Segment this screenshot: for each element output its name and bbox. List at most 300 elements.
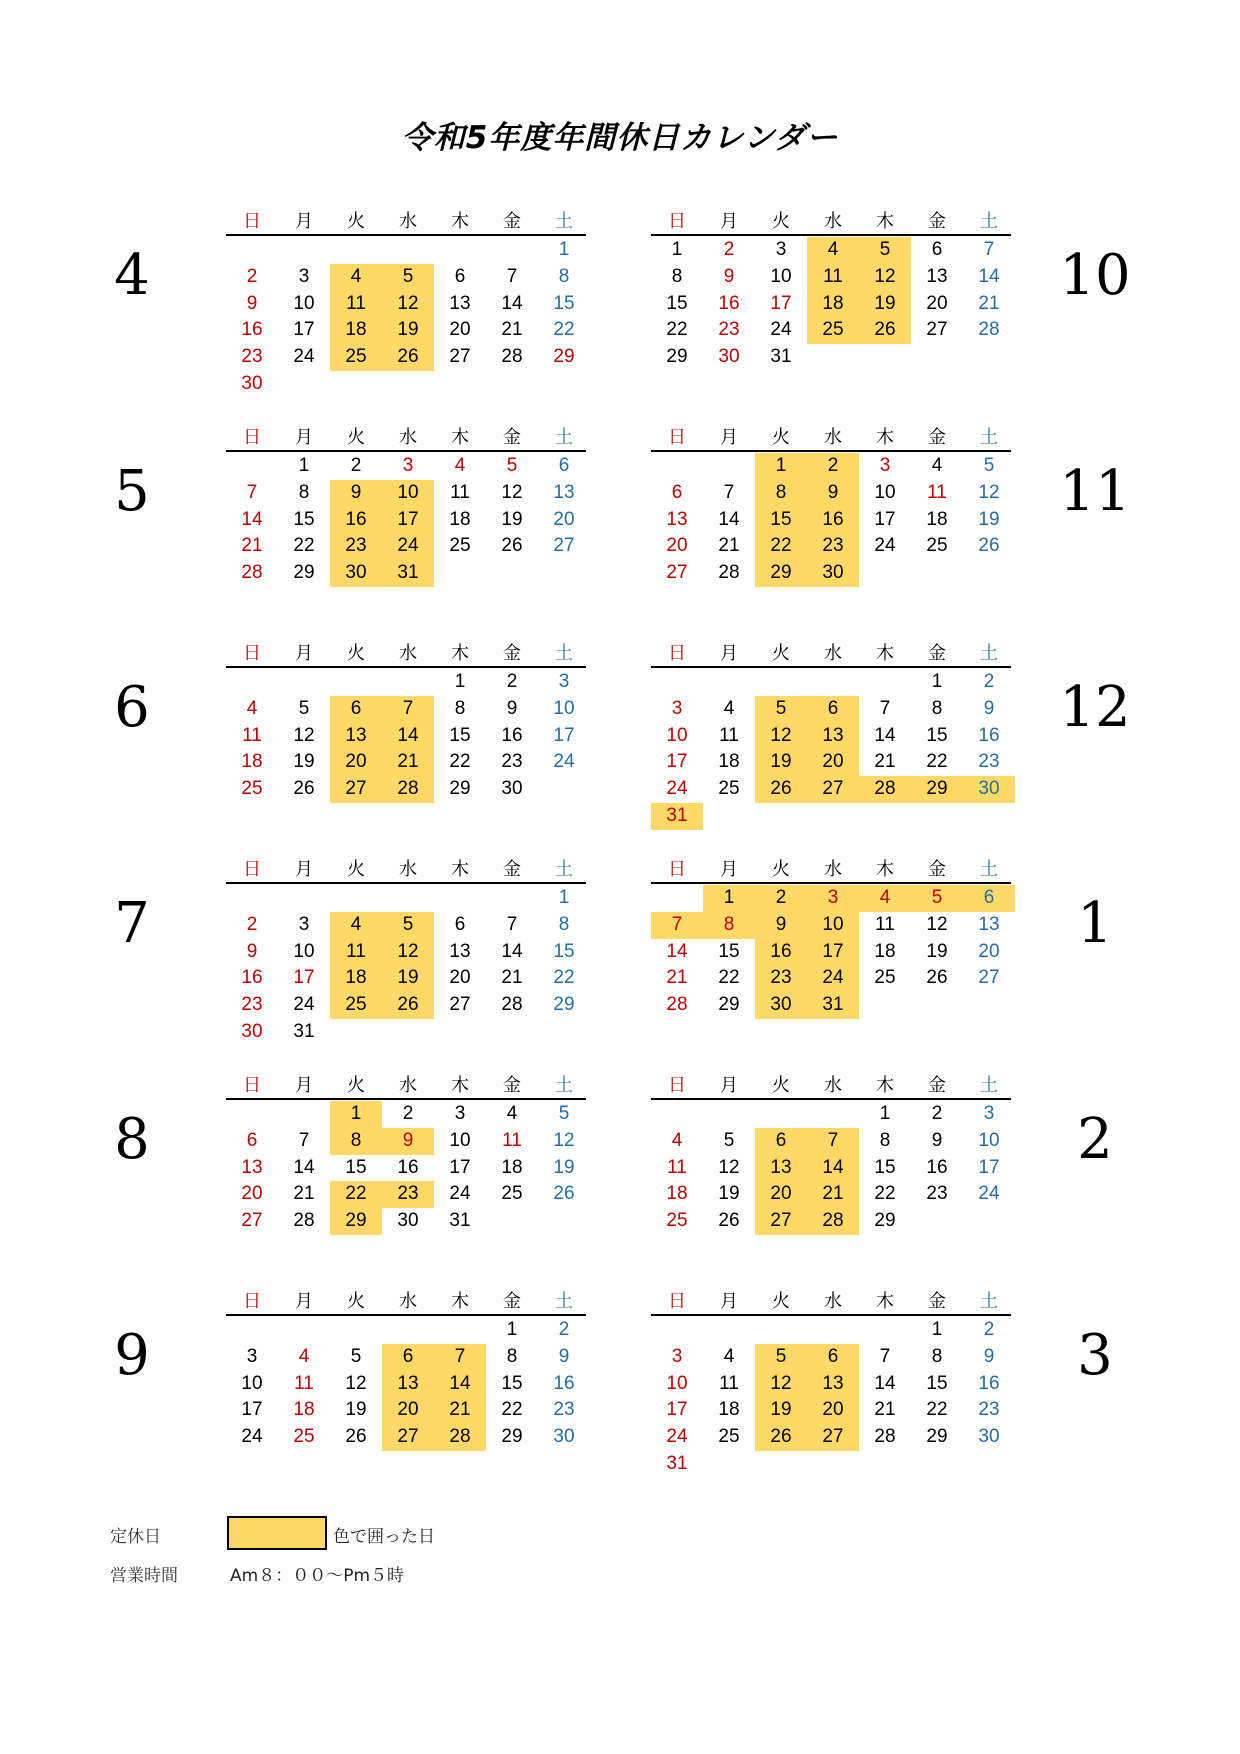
day-cell: 20	[449, 319, 471, 341]
weekday-label: 木	[876, 211, 894, 232]
day-cell: 25	[293, 1426, 315, 1448]
day-cell: 19	[382, 965, 434, 992]
day-cell: 5	[298, 697, 310, 719]
day-cell: 29	[911, 776, 963, 803]
day-cell: 10	[978, 1129, 1000, 1151]
day-cell: 14	[718, 508, 740, 530]
day-cell: 23	[807, 533, 859, 560]
day-cell: 13	[449, 292, 471, 314]
day-cell: 20	[755, 1181, 807, 1208]
day-cell: 6	[330, 696, 382, 723]
day-cell: 11	[807, 264, 859, 291]
day-cell: 28	[874, 1426, 896, 1448]
weekday-label: 日	[668, 859, 686, 880]
day-cell: 15	[449, 724, 471, 746]
day-cell: 19	[926, 940, 948, 962]
weekday-label: 水	[824, 211, 842, 232]
day-cell: 22	[926, 1399, 948, 1421]
day-cell: 20	[807, 1397, 859, 1424]
day-cell: 16	[718, 292, 740, 314]
day-cell: 8	[506, 1345, 518, 1367]
weekday-label: 土	[980, 859, 998, 880]
closed-day-swatch	[227, 1516, 327, 1550]
day-cell: 12	[345, 1372, 367, 1394]
day-cell: 16	[926, 1156, 948, 1178]
day-cell: 1	[506, 1319, 518, 1340]
day-cell: 18	[330, 965, 382, 992]
day-cell: 11	[450, 481, 470, 503]
day-cell: 5	[755, 696, 807, 723]
day-cell: 22	[874, 1183, 896, 1205]
day-cell: 31	[807, 992, 859, 1019]
day-cell: 6	[558, 455, 570, 476]
day-cell: 6	[963, 885, 1015, 912]
day-cell: 17	[241, 1399, 263, 1421]
day-cell: 9	[506, 697, 518, 719]
day-cell: 3	[671, 1345, 683, 1367]
day-cell: 22	[553, 967, 575, 989]
day-cell: 9	[983, 697, 995, 719]
day-cell: 12	[755, 1371, 807, 1398]
day-cell: 18	[241, 751, 263, 773]
day-cell: 15	[666, 292, 688, 314]
day-cell: 2	[246, 913, 258, 935]
day-cell: 4	[506, 1103, 518, 1124]
day-cell: 27	[449, 346, 471, 368]
weekday-label: 火	[772, 1075, 790, 1096]
weekday-label: 土	[980, 643, 998, 664]
day-cell: 11	[719, 724, 739, 746]
day-cell: 25	[718, 1426, 740, 1448]
day-cell: 22	[718, 967, 740, 989]
day-cell: 3	[402, 455, 414, 476]
weekday-label: 木	[876, 1291, 894, 1312]
day-cell: 7	[723, 481, 735, 503]
day-cell: 28	[293, 1210, 315, 1232]
weekday-label: 金	[928, 211, 946, 232]
day-cell: 10	[874, 481, 896, 503]
day-cell: 26	[926, 967, 948, 989]
day-cell: 10	[293, 292, 315, 314]
day-cell: 25	[449, 535, 471, 557]
day-cell: 13	[241, 1156, 263, 1178]
day-cell: 19	[755, 749, 807, 776]
weekday-label: 水	[399, 211, 417, 232]
weekday-label: 日	[243, 1291, 261, 1312]
day-cell: 26	[755, 1424, 807, 1451]
day-cell: 19	[345, 1399, 367, 1421]
day-cell: 11	[330, 291, 382, 318]
weekday-header	[226, 210, 586, 236]
day-cell: 12	[755, 723, 807, 750]
day-cell: 28	[382, 776, 434, 803]
business-hours-label: 営業時間	[110, 1566, 178, 1586]
day-cell: 12	[978, 481, 1000, 503]
day-cell: 11	[927, 481, 947, 503]
day-cell: 9	[558, 1345, 570, 1367]
day-cell: 9	[330, 480, 382, 507]
day-cell: 31	[666, 1453, 688, 1474]
month-calendar-10	[651, 210, 1011, 368]
day-cell: 17	[807, 939, 859, 966]
day-cell: 12	[501, 481, 523, 503]
weekday-label: 水	[824, 643, 842, 664]
day-cell: 14	[293, 1156, 315, 1178]
weekday-label: 木	[876, 643, 894, 664]
weekday-label: 土	[980, 211, 998, 232]
weekday-label: 木	[876, 1075, 894, 1096]
day-cell: 8	[558, 265, 570, 287]
day-cell: 20	[241, 1183, 263, 1205]
day-cell: 8	[931, 1345, 943, 1367]
day-cell: 27	[807, 776, 859, 803]
weekday-header	[651, 642, 1011, 668]
day-cell: 7	[246, 481, 258, 503]
day-cell: 23	[978, 1399, 1000, 1421]
day-cell: 27	[926, 319, 948, 341]
month-calendar-6	[226, 642, 586, 800]
day-cell: 14	[501, 292, 523, 314]
weekday-label: 日	[243, 643, 261, 664]
day-cell: 7	[879, 1345, 891, 1367]
day-cell: 8	[454, 697, 466, 719]
weekday-label: 水	[399, 1291, 417, 1312]
month-calendar-12	[651, 642, 1011, 826]
day-cell: 23	[718, 319, 740, 341]
weekday-header	[226, 1074, 586, 1100]
weekday-label: 日	[243, 211, 261, 232]
day-cell: 4	[723, 1345, 735, 1367]
day-cell: 19	[382, 317, 434, 344]
day-cell: 5	[382, 912, 434, 939]
month-number-label: 2	[1077, 1107, 1113, 1172]
day-cell: 28	[434, 1424, 486, 1451]
day-cell: 22	[553, 319, 575, 341]
day-cell: 18	[330, 317, 382, 344]
day-cell: 10	[382, 480, 434, 507]
day-cell: 20	[553, 508, 575, 530]
day-cell: 30	[807, 560, 859, 587]
day-cell: 4	[931, 455, 943, 476]
day-cell: 22	[666, 319, 688, 341]
day-cell: 9	[723, 265, 735, 287]
weekday-label: 金	[928, 643, 946, 664]
weekday-label: 月	[720, 1075, 738, 1096]
day-cell: 30	[978, 1426, 1000, 1448]
day-cell: 13	[807, 1371, 859, 1398]
day-cell: 26	[553, 1183, 575, 1205]
day-cell: 10	[770, 265, 792, 287]
day-cell: 11	[242, 724, 262, 746]
day-cell: 13	[330, 723, 382, 750]
weekday-label: 火	[772, 211, 790, 232]
day-cell: 25	[874, 967, 896, 989]
day-cell: 28	[666, 994, 688, 1016]
weekday-label: 火	[347, 1291, 365, 1312]
day-cell: 16	[397, 1156, 419, 1178]
day-cell: 11	[502, 1129, 522, 1151]
day-cell: 28	[501, 994, 523, 1016]
day-cell: 30	[397, 1210, 419, 1232]
month-calendar-3	[651, 1290, 1011, 1474]
day-cell: 4	[330, 912, 382, 939]
day-cell: 2	[983, 1319, 995, 1340]
day-cell: 19	[501, 508, 523, 530]
day-cell: 11	[330, 939, 382, 966]
day-cell: 9	[755, 912, 807, 939]
weekday-label: 土	[555, 211, 573, 232]
day-cell: 1	[454, 671, 466, 692]
day-cell: 20	[926, 292, 948, 314]
weekday-header	[226, 1290, 586, 1316]
day-cell: 1	[671, 239, 683, 260]
weekday-label: 月	[295, 1291, 313, 1312]
day-cell: 3	[454, 1103, 466, 1124]
day-cell: 12	[553, 1129, 575, 1151]
weekday-label: 月	[720, 211, 738, 232]
day-cell: 26	[345, 1426, 367, 1448]
day-cell: 30	[241, 1021, 263, 1042]
month-number-label: 8	[114, 1107, 150, 1172]
day-cell: 16	[807, 507, 859, 534]
month-number-label: 4	[114, 243, 150, 308]
weekday-label: 日	[243, 1075, 261, 1096]
weekday-label: 日	[243, 859, 261, 880]
day-cell: 24	[978, 1183, 1000, 1205]
day-cell: 30	[718, 346, 740, 368]
weekday-label: 土	[555, 1291, 573, 1312]
day-cell: 26	[718, 1210, 740, 1232]
day-cell: 15	[718, 940, 740, 962]
day-cell: 1	[330, 1101, 382, 1128]
day-cell: 22	[501, 1399, 523, 1421]
day-cell: 18	[449, 508, 471, 530]
day-cell: 17	[293, 967, 315, 989]
day-cell: 20	[449, 967, 471, 989]
day-cell: 13	[926, 265, 948, 287]
day-cell: 17	[978, 1156, 1000, 1178]
day-cell: 15	[553, 292, 575, 314]
month-calendar-8	[226, 1074, 586, 1232]
day-cell: 26	[859, 317, 911, 344]
weekday-label: 水	[824, 1291, 842, 1312]
day-cell: 25	[807, 317, 859, 344]
weekday-label: 土	[980, 427, 998, 448]
weekday-label: 金	[503, 1291, 521, 1312]
month-number-label: 6	[114, 675, 150, 740]
day-cell: 3	[671, 697, 683, 719]
day-cell: 16	[755, 939, 807, 966]
month-number-label: 12	[1059, 675, 1131, 740]
day-cell: 29	[553, 346, 575, 368]
day-cell: 30	[755, 992, 807, 1019]
day-cell: 2	[558, 1319, 570, 1340]
day-cell: 16	[241, 319, 263, 341]
day-cell: 24	[293, 346, 315, 368]
day-cell: 28	[859, 776, 911, 803]
day-cell: 3	[558, 671, 570, 692]
day-cell: 7	[807, 1128, 859, 1155]
day-cell: 23	[241, 346, 263, 368]
day-cell: 27	[241, 1210, 263, 1232]
page-title: 令和5年度年間休日カレンダー	[401, 120, 839, 156]
day-cell: 24	[449, 1183, 471, 1205]
day-cell: 23	[553, 1399, 575, 1421]
weekday-label: 火	[347, 427, 365, 448]
day-cell: 13	[978, 913, 1000, 935]
day-cell: 7	[879, 697, 891, 719]
day-cell: 29	[666, 346, 688, 368]
day-cell: 5	[350, 1345, 362, 1367]
day-cell: 15	[501, 1372, 523, 1394]
day-cell: 2	[723, 239, 735, 260]
day-cell: 17	[553, 724, 575, 746]
day-cell: 18	[874, 940, 896, 962]
weekday-label: 火	[347, 643, 365, 664]
day-cell: 1	[931, 1319, 943, 1340]
day-cell: 20	[807, 749, 859, 776]
day-cell: 22	[449, 751, 471, 773]
day-cell: 20	[666, 535, 688, 557]
day-cell: 16	[241, 967, 263, 989]
day-cell: 5	[723, 1129, 735, 1151]
day-cell: 9	[246, 940, 258, 962]
day-cell: 12	[859, 264, 911, 291]
day-cell: 1	[755, 453, 807, 480]
day-cell: 24	[874, 535, 896, 557]
day-cell: 14	[501, 940, 523, 962]
day-cell: 7	[651, 912, 703, 939]
weekday-label: 火	[772, 643, 790, 664]
day-cell: 27	[330, 776, 382, 803]
day-cell: 11	[719, 1372, 739, 1394]
day-cell: 2	[246, 265, 258, 287]
day-cell: 8	[879, 1129, 891, 1151]
day-cell: 20	[330, 749, 382, 776]
month-number-label: 9	[114, 1323, 150, 1388]
day-cell: 2	[755, 885, 807, 912]
month-calendar-9	[226, 1290, 586, 1448]
day-cell: 4	[723, 697, 735, 719]
day-cell: 24	[770, 319, 792, 341]
day-cell: 1	[879, 1103, 891, 1124]
day-cell: 10	[553, 697, 575, 719]
day-cell: 16	[978, 724, 1000, 746]
month-number-label: 5	[114, 459, 150, 524]
day-cell: 24	[553, 751, 575, 773]
day-cell: 17	[874, 508, 896, 530]
day-cell: 13	[807, 723, 859, 750]
weekday-label: 金	[503, 643, 521, 664]
day-cell: 6	[454, 913, 466, 935]
day-cell: 3	[983, 1103, 995, 1124]
day-cell: 15	[755, 507, 807, 534]
day-cell: 16	[978, 1372, 1000, 1394]
day-cell: 6	[382, 1344, 434, 1371]
month-number-label: 7	[114, 891, 150, 956]
month-number-label: 10	[1059, 243, 1131, 308]
day-cell: 31	[293, 1021, 315, 1042]
day-cell: 3	[807, 885, 859, 912]
day-cell: 19	[293, 751, 315, 773]
weekday-label: 木	[451, 1291, 469, 1312]
day-cell: 12	[382, 939, 434, 966]
day-cell: 10	[293, 940, 315, 962]
day-cell: 15	[293, 508, 315, 530]
day-cell: 12	[293, 724, 315, 746]
weekday-label: 水	[399, 1075, 417, 1096]
day-cell: 24	[666, 778, 688, 800]
day-cell: 25	[501, 1183, 523, 1205]
closed-day-label: 定休日	[110, 1527, 161, 1547]
day-cell: 1	[558, 239, 570, 260]
weekday-label: 日	[668, 427, 686, 448]
day-cell: 29	[755, 560, 807, 587]
day-cell: 4	[671, 1129, 683, 1151]
day-cell: 14	[241, 508, 263, 530]
weekday-label: 金	[503, 1075, 521, 1096]
month-calendar-11	[651, 426, 1011, 584]
day-cell: 13	[553, 481, 575, 503]
weekday-label: 水	[399, 859, 417, 880]
day-cell: 4	[298, 1345, 310, 1367]
day-cell: 1	[703, 885, 755, 912]
weekday-label: 木	[451, 1075, 469, 1096]
day-cell: 5	[983, 455, 995, 476]
day-cell: 31	[449, 1210, 471, 1232]
month-calendar-2	[651, 1074, 1011, 1232]
day-cell: 8	[931, 697, 943, 719]
day-cell: 16	[553, 1372, 575, 1394]
day-cell: 14	[382, 723, 434, 750]
day-cell: 7	[434, 1344, 486, 1371]
day-cell: 15	[345, 1156, 367, 1178]
day-cell: 5	[755, 1344, 807, 1371]
day-cell: 10	[666, 724, 688, 746]
day-cell: 9	[807, 480, 859, 507]
day-cell: 31	[382, 560, 434, 587]
weekday-label: 木	[451, 211, 469, 232]
day-cell: 14	[807, 1155, 859, 1182]
day-cell: 25	[241, 778, 263, 800]
day-cell: 19	[718, 1183, 740, 1205]
day-cell: 22	[330, 1181, 382, 1208]
weekday-label: 火	[347, 211, 365, 232]
weekday-label: 木	[876, 859, 894, 880]
day-cell: 22	[293, 535, 315, 557]
weekday-label: 日	[668, 1075, 686, 1096]
weekday-label: 金	[928, 1075, 946, 1096]
day-cell: 25	[330, 992, 382, 1019]
weekday-header	[651, 858, 1011, 884]
day-cell: 3	[298, 913, 310, 935]
weekday-label: 水	[399, 427, 417, 448]
day-cell: 23	[501, 751, 523, 773]
weekday-header	[226, 426, 586, 452]
closed-day-description: 色で囲った日	[333, 1527, 435, 1547]
day-cell: 9	[983, 1345, 995, 1367]
day-cell: 7	[506, 913, 518, 935]
weekday-label: 月	[720, 859, 738, 880]
day-cell: 8	[330, 1128, 382, 1155]
day-cell: 12	[926, 913, 948, 935]
day-cell: 22	[755, 533, 807, 560]
day-cell: 7	[298, 1129, 310, 1151]
weekday-header	[226, 858, 586, 884]
day-cell: 31	[770, 346, 792, 368]
day-cell: 1	[298, 455, 310, 476]
day-cell: 29	[874, 1210, 896, 1232]
